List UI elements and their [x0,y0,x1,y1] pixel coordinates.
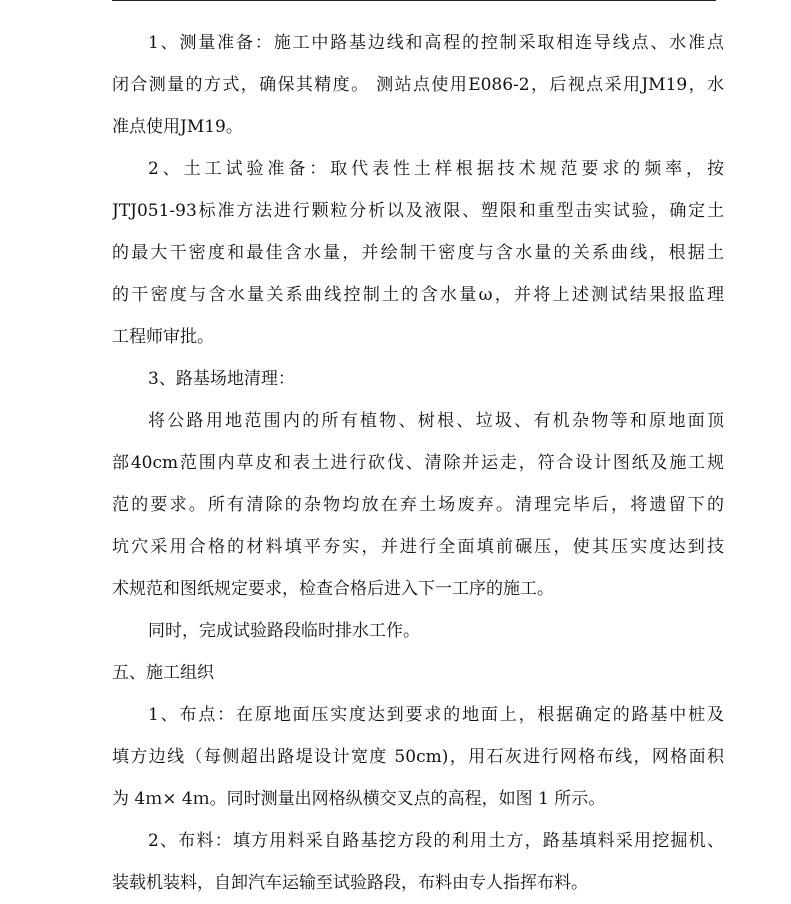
text-line: 部40cm范围内草皮和表土进行砍伐、清除并运走，符合设计图纸及施工规 [112,453,724,473]
text-line: 范的要求。所有清除的杂物均放在弃土场废弃。清理完毕后，将遗留下的 [112,495,724,515]
text-line: 2、土工试验准备：取代表性土样根据技术规范要求的频率，按 [148,159,724,179]
text-line: 的最大干密度和最佳含水量，并绘制干密度与含水量的关系曲线，根据土 [112,243,724,263]
text-line: 1、测量准备：施工中路基边线和高程的控制采取相连导线点、水准点 [148,33,724,53]
text-line: 坑穴采用合格的材料填平夯实，并进行全面填前碾压，使其压实度达到技 [112,537,724,557]
text-line: 工程师审批。 [112,327,214,347]
text-line: 准点使用JM19。 [112,117,243,137]
text-line: 为 4ｍ× 4ｍ。同时测量出网格纵横交叉点的高程，如图 1 所示。 [112,789,606,809]
text-line: 2、布料：填方用料采自路基挖方段的利用土方，路基填料采用挖掘机、 [148,831,724,851]
text-line: 同时，完成试验路段临时排水工作。 [148,621,420,641]
text-line: 术规范和图纸规定要求，检查合格后进入下一工序的施工。 [112,579,554,599]
text-line: 装载机装料，自卸汽车运输至试验路段，布料由专人指挥布料。 [112,873,588,893]
text-line: 填方边线（每侧超出路堤设计宽度 50cm)，用石灰进行网格布线，网格面积 [112,747,724,767]
text-line: JTJ051-93标准方法进行颗粒分析以及液限、塑限和重型击实试验，确定土 [112,201,724,221]
chapter-heading: 五、施工组织 [112,663,214,683]
section-heading: 3、路基场地清理： [148,369,295,389]
text-line: 的干密度与含水量关系曲线控制土的含水量ω，并将上述测试结果报监理 [112,285,724,305]
text-line: 闭合测量的方式，确保其精度。 测站点使用E086-2，后视点采用JM19，水 [112,75,724,95]
document-body [112,22,724,904]
page-top-rule [112,0,716,1]
text-line: 1、布点：在原地面压实度达到要求的地面上，根据确定的路基中桩及 [148,705,724,725]
text-line: 将公路用地范围内的所有植物、树根、垃圾、有机杂物等和原地面顶 [148,411,724,431]
